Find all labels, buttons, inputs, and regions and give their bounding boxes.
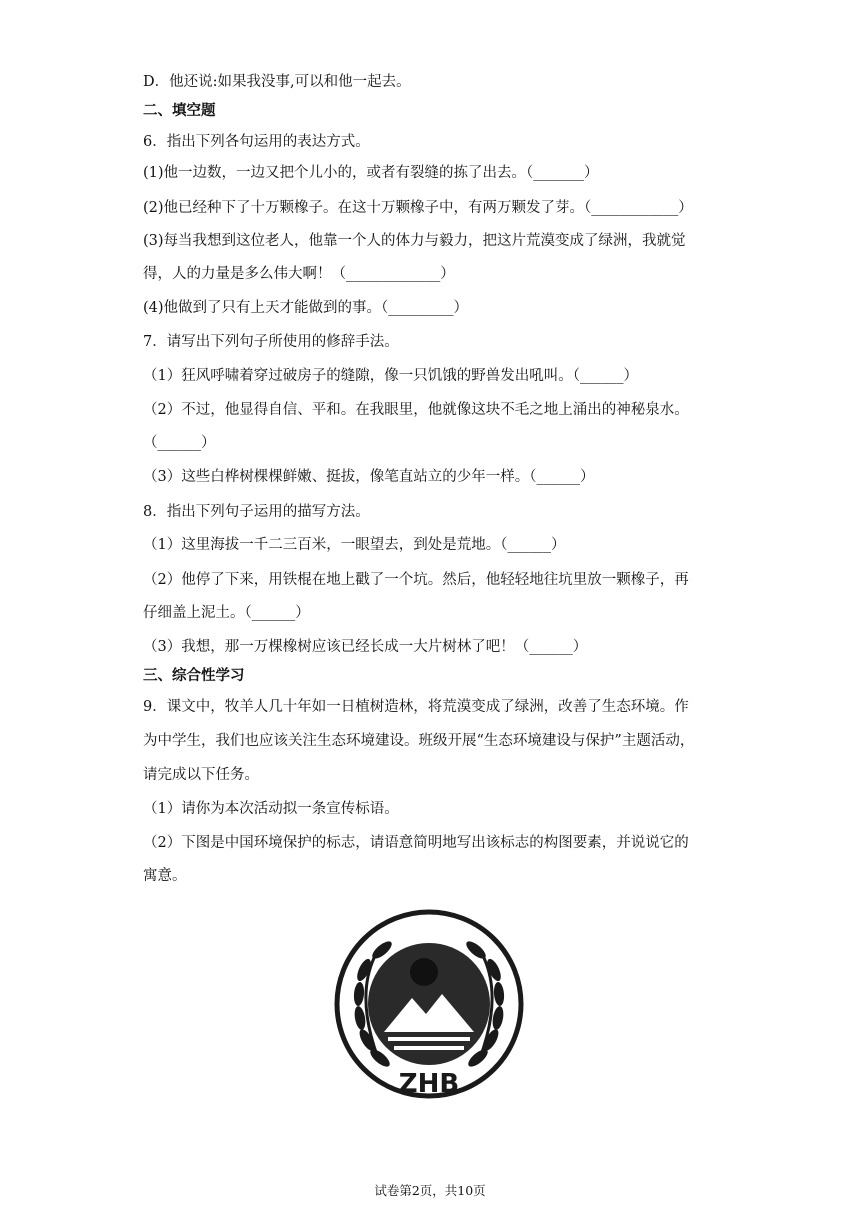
q7-item-3: （3）这些白桦树棵棵鲜嫩、挺拔，像笔直站立的少年一样。（______） xyxy=(143,469,595,485)
question-6: 6．指出下列各句运用的表达方式。 xyxy=(143,134,370,150)
q6-item-3-cont: 得，人的力量是多么伟大啊！（_____________） xyxy=(143,266,455,282)
q6-item-3: (3)每当我想到这位老人，他靠一个人的体力与毅力，把这片荒漠变成了绿洲，我就觉 xyxy=(143,233,686,249)
environmental-protection-logo xyxy=(334,898,524,1110)
section-heading-fill-blank: 二、填空题 xyxy=(143,103,216,119)
question-9: 9．课文中，牧羊人几十年如一日植树造林，将荒漠变成了绿洲，改善了生态环境。作 xyxy=(143,699,689,715)
question-9-cont-1: 为中学生，我们也应该关注生态环境建设。班级开展“生态环境建设与保护”主题活动， xyxy=(143,733,695,749)
q7-item-2-cont: （______） xyxy=(143,435,216,451)
q6-item-4: (4)他做到了只有上天才能做到的事。（_________） xyxy=(143,300,469,316)
section-heading-comprehensive: 三、综合性学习 xyxy=(143,668,245,684)
question-7: 7．请写出下列句子所使用的修辞手法。 xyxy=(143,334,399,350)
q8-item-2-cont: 仔细盖上泥土。（______） xyxy=(143,605,310,621)
q8-item-3: （3）我想，那一万棵橡树应该已经长成一大片树林了吧！（______） xyxy=(143,639,588,655)
q9-item-1: （1）请你为本次活动拟一条宣传标语。 xyxy=(143,801,399,817)
page-footer: 试卷第2页，共10页 xyxy=(374,1183,486,1198)
q8-item-1: （1）这里海拔一千二三百米，一眼望去，到处是荒地。（______） xyxy=(143,537,566,553)
question-8: 8．指出下列句子运用的描写方法。 xyxy=(143,504,370,520)
q9-item-2: （2）下图是中国环境保护的标志，请语意简明地写出该标志的构图要素，并说说它的 xyxy=(143,835,689,851)
q8-item-2: （2）他停了下来，用铁棍在地上戳了一个坑。然后，他轻轻地往坑里放一颗橡子，再 xyxy=(143,572,689,588)
q7-item-2: （2）不过，他显得自信、平和。在我眼里，他就像这块不毛之地上涌出的神秘泉水。 xyxy=(143,402,689,418)
q6-item-1: (1)他一边数，一边又把个儿小的，或者有裂缝的拣了出去。（_______） xyxy=(143,165,599,181)
question-9-cont-2: 请完成以下任务。 xyxy=(143,767,259,783)
q7-item-1: （1）狂风呼啸着穿过破房子的缝隙，像一只饥饿的野兽发出吼叫。（______） xyxy=(143,368,638,384)
option-d: D．他还说:如果我没事,可以和他一起去。 xyxy=(143,74,411,90)
logo-letters: ZHB xyxy=(398,1069,460,1099)
q9-item-2-cont: 寓意。 xyxy=(143,868,187,884)
q6-item-2: (2)他已经种下了十万颗橡子。在这十万颗橡子中，有两万颗发了芽。（____________） xyxy=(143,200,693,216)
